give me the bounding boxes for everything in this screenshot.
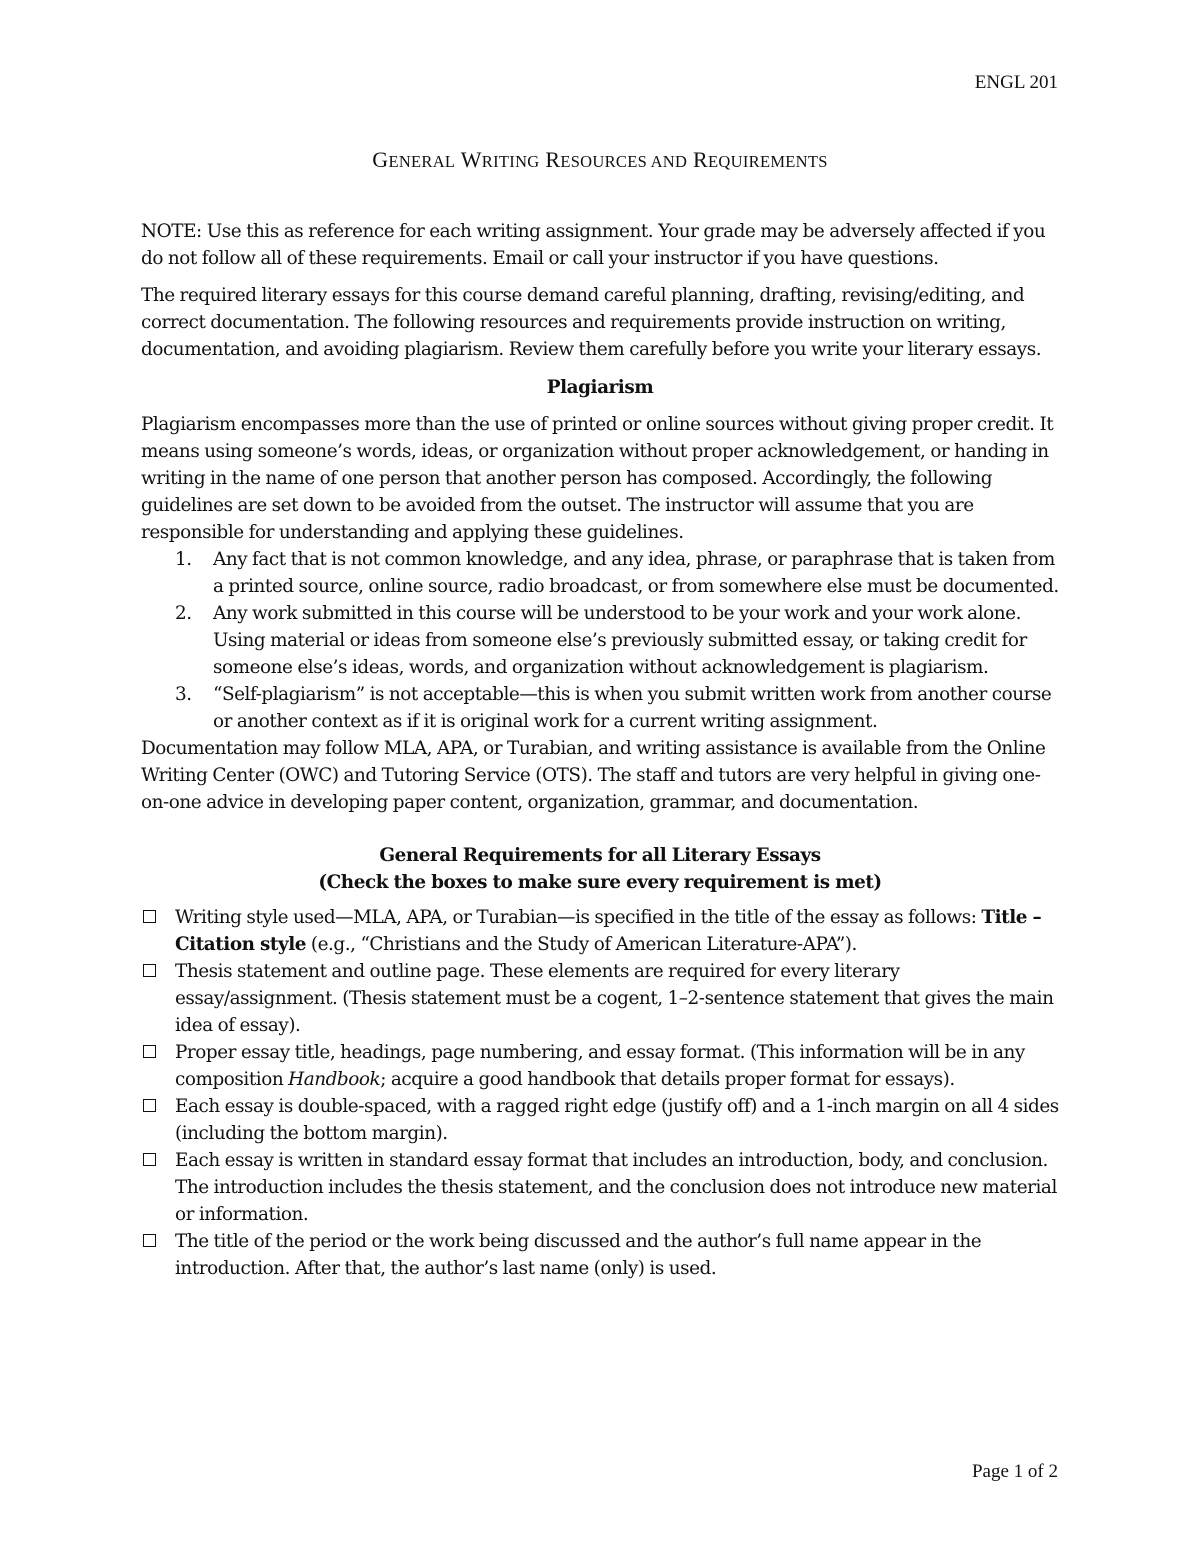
checklist-item-text: ; acquire a good handbook that details proper format for essays). (380, 1069, 955, 1090)
plagiarism-guidelines-list (141, 546, 1059, 735)
title-smallcaps: ESOURCES AND (560, 152, 688, 171)
document-body (141, 218, 1059, 1282)
checkbox[interactable] (143, 1153, 156, 1166)
list-number: 2. (175, 603, 192, 624)
checkbox[interactable] (143, 1234, 156, 1247)
checklist-item (141, 1228, 1059, 1282)
title-smallcaps: EQUIREMENTS (708, 152, 828, 171)
handbook-italic: Handbook (288, 1069, 381, 1090)
plagiarism-paragraph: Plagiarism encompasses more than the use of printed or online sources without giving proper credit. It means using someone’s words, ideas, or organization without proper acknowledgement, or handing in writing in the name of one person that another person has composed. Accordingly, the following guidelines are set down to be avoided from the outset. The instructor will assume that you are responsible for understanding and applying these guidelines. (141, 414, 1054, 543)
course-code: ENGL 201 (974, 72, 1058, 93)
list-number: 1. (175, 549, 192, 570)
title-smallcaps: ENERAL (388, 152, 456, 171)
requirements-heading: General Requirements for all Literary Essays (379, 845, 821, 866)
checklist-item-text: (e.g., “Christians and the Study of American Literature-APA”). (305, 934, 857, 955)
checklist-item-text: Each essay is written in standard essay format that includes an introduction, body, and conclusion. The introduction includes the thesis statement, and the conclusion does not introduce new material or information. (175, 1150, 1057, 1225)
title-cap: R (545, 147, 561, 172)
title-smallcaps: RITING (481, 152, 540, 171)
list-item-text: “Self-plagiarism” is not acceptable—this is when you submit written work from another course or another context as if it is original work for a current writing assignment. (213, 684, 1052, 732)
checklist-item-text: Thesis statement and outline page. These elements are required for every literary essay/assignment. (Thesis statement must be a cogent, 1–2-sentence statement that gives the main idea of essay). (175, 961, 1054, 1036)
citation-style-label: Title – Citation style (175, 907, 1042, 955)
checklist-item-text: Proper essay title, headings, page numbering, and essay format. (This information will be in any composition (175, 1042, 1025, 1090)
list-item (141, 681, 1059, 735)
checkbox[interactable] (143, 1099, 156, 1112)
documentation-paragraph: Documentation may follow MLA, APA, or Turabian, and writing assistance is available from the Online Writing Center (OWC) and Tutoring Service (OTS). The staff and tutors are very helpful in giving one-on-one advice in developing paper content, organization, grammar, and documentation. (141, 738, 1046, 813)
document-title (0, 147, 1200, 173)
title-cap: W (460, 147, 482, 172)
intro-paragraph: The required literary essays for this course demand careful planning, drafting, revising/editing, and correct documentation. The following resources and requirements provide instruction on writing, documentation, and avoiding plagiarism. Review them carefully before you write your literary essays. (141, 285, 1042, 360)
checklist-item (141, 958, 1059, 1039)
checkbox[interactable] (143, 1045, 156, 1058)
checklist-item-text: Each essay is double-spaced, with a ragged right edge (justify off) and a 1-inch margin on all 4 sides (including the bottom margin). (175, 1096, 1059, 1144)
checkbox[interactable] (143, 910, 156, 923)
list-item (141, 546, 1059, 600)
checklist-item-text: Writing style used—MLA, APA, or Turabian—is specified in the title of the essay as follows: (175, 907, 982, 928)
page-number: Page 1 of 2 (971, 1461, 1058, 1482)
requirements-checklist (141, 904, 1059, 1282)
list-item-text: Any fact that is not common knowledge, and any idea, phrase, or paraphrase that is taken from a printed source, online source, radio broadcast, or from somewhere else must be documented. (213, 549, 1059, 597)
checklist-item (141, 904, 1059, 958)
checklist-item (141, 1039, 1059, 1093)
requirements-subheading: (Check the boxes to make sure every requirement is met) (318, 872, 882, 893)
checkbox[interactable] (143, 964, 156, 977)
list-number: 3. (175, 684, 192, 705)
checklist-item (141, 1093, 1059, 1147)
checklist-item-text: The title of the period or the work being discussed and the author’s full name appear in the introduction. After that, the author’s last name (only) is used. (175, 1231, 982, 1279)
title-cap: G (372, 147, 389, 172)
list-item (141, 600, 1059, 681)
list-item-text: Any work submitted in this course will be understood to be your work and your work alone. Using material or ideas from someone else’s previously submitted essay, or taking credit for someone else’s ideas, words, and organization without acknowledgement is plagiarism. (213, 603, 1027, 678)
plagiarism-heading: Plagiarism (546, 377, 654, 398)
checklist-item (141, 1147, 1059, 1228)
note-paragraph: NOTE: Use this as reference for each writing assignment. Your grade may be adversely affected if you do not follow all of these requirements. Email or call your instructor if you have questions. (141, 221, 1046, 269)
title-cap: R (693, 147, 709, 172)
